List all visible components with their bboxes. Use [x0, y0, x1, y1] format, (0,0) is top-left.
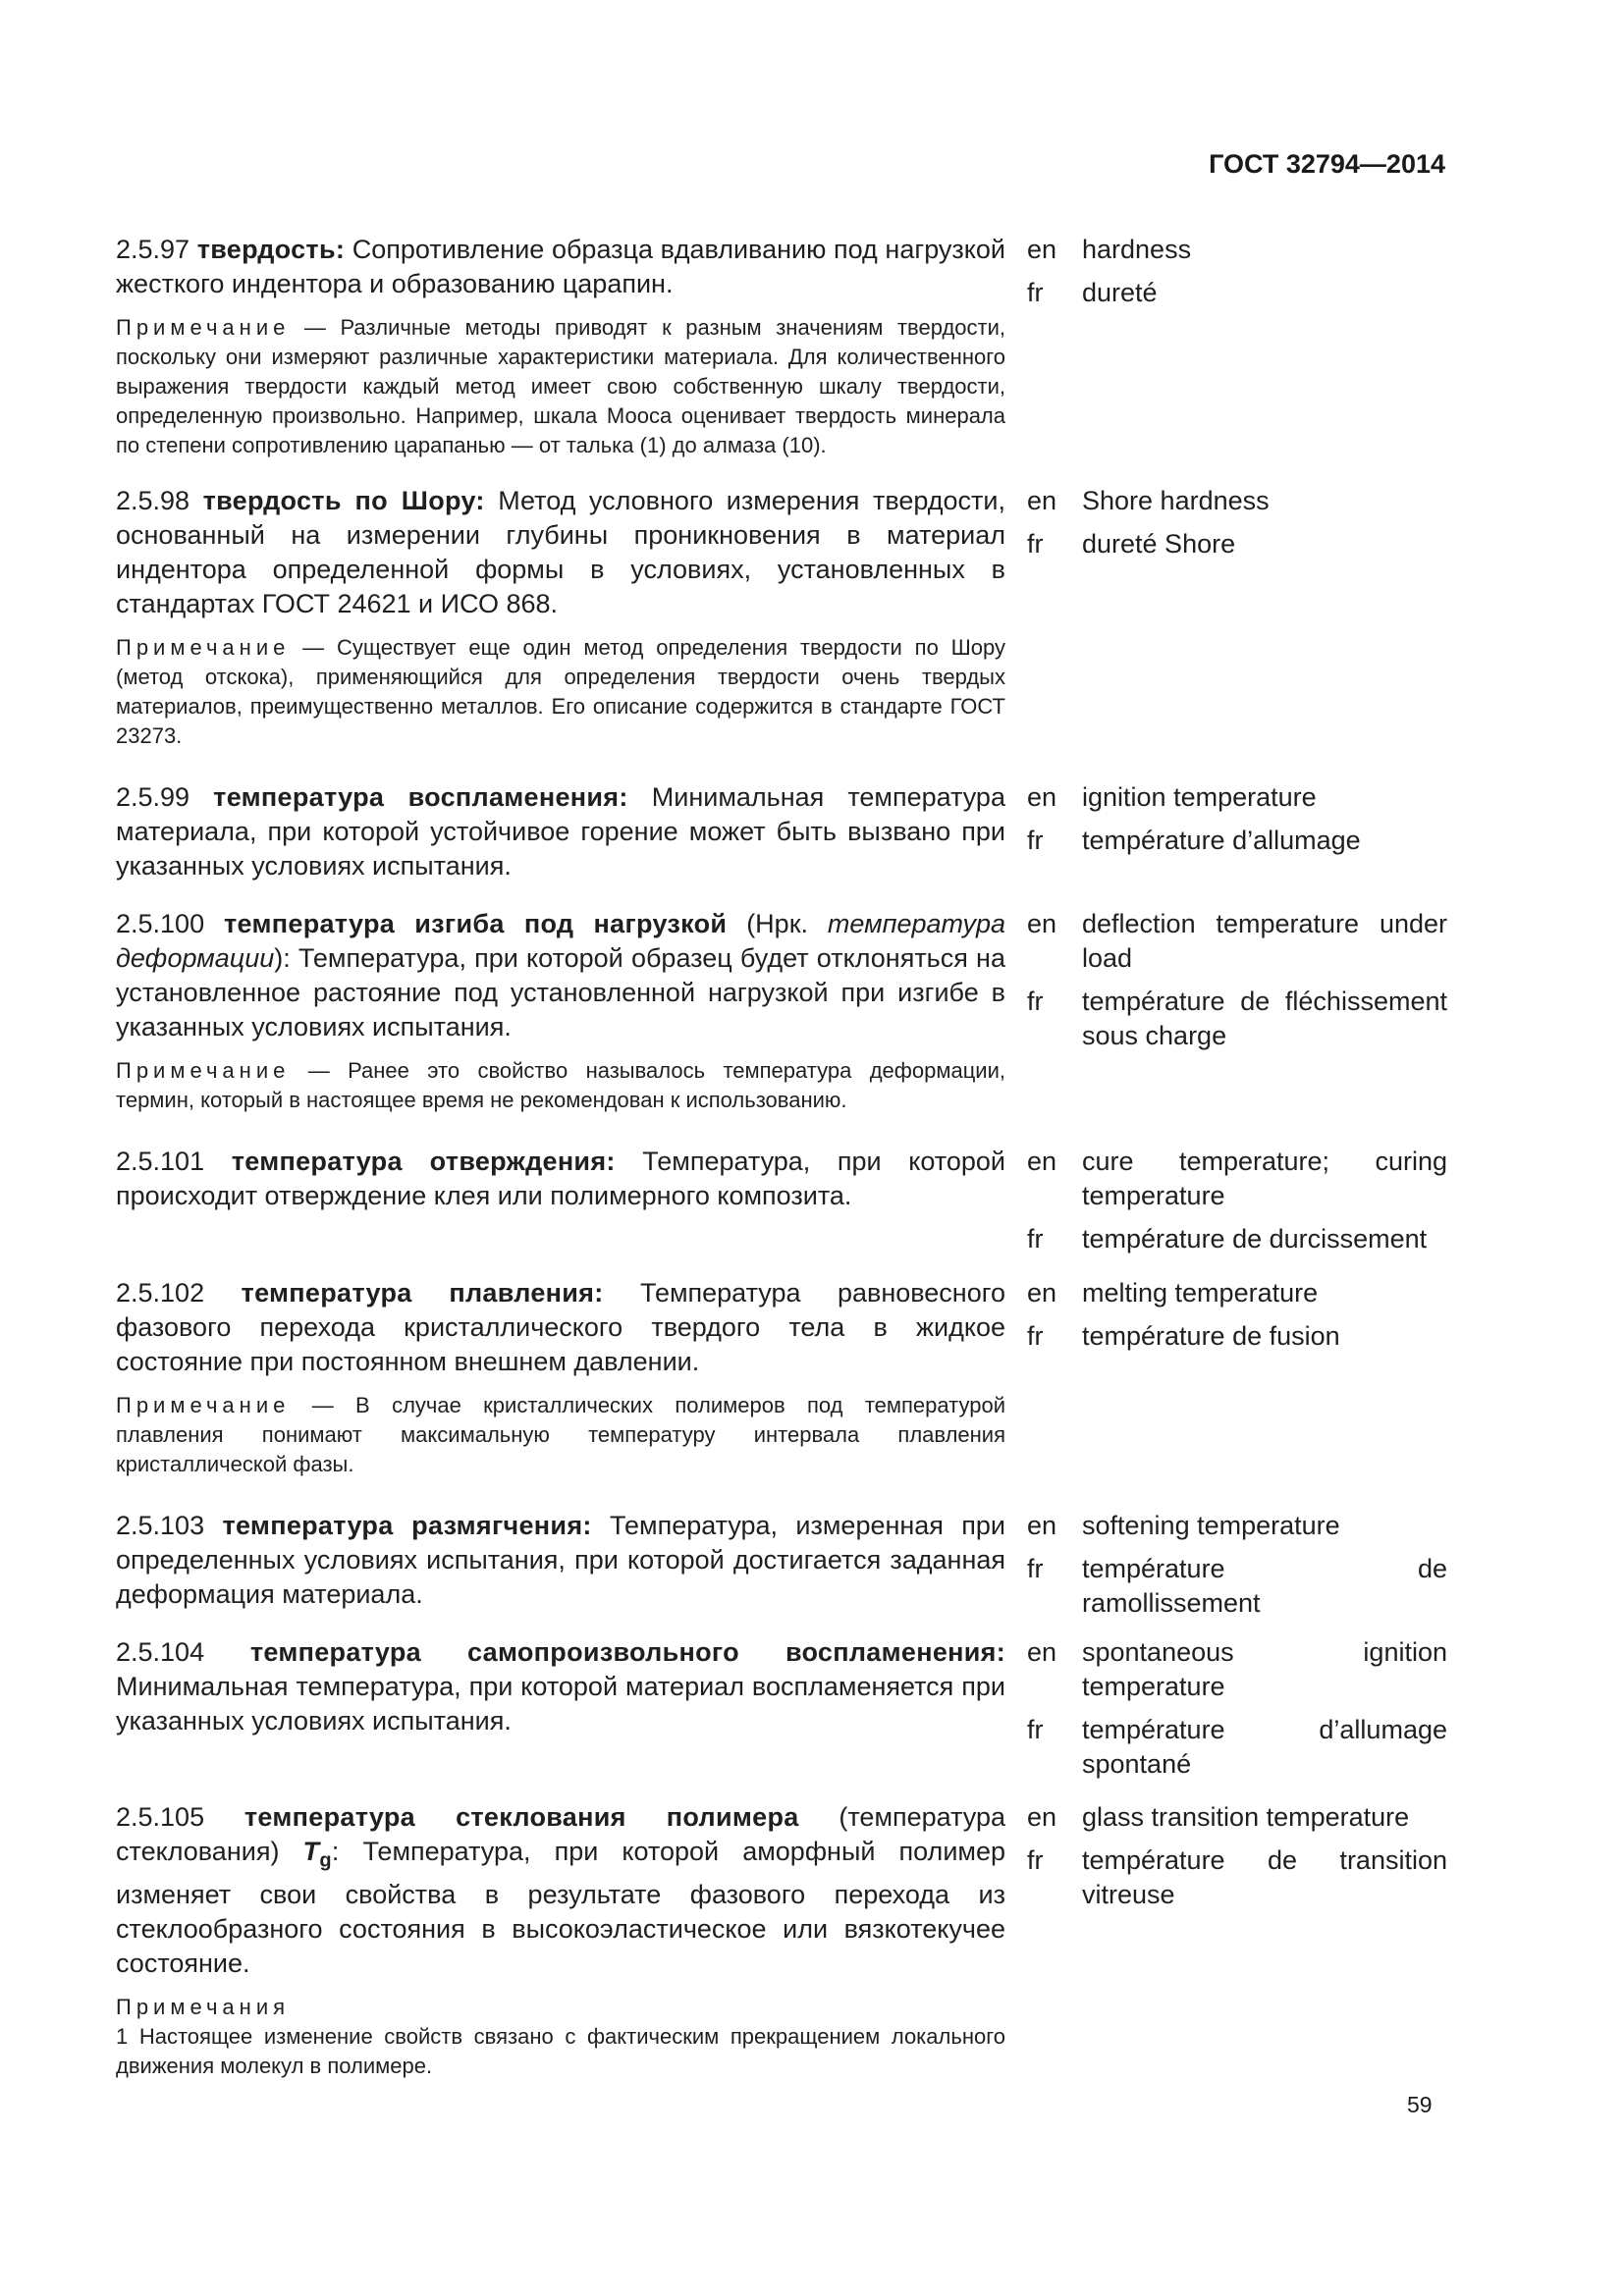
lang-label-fr: fr [1027, 1845, 1044, 1875]
term-fr: température de transition vitreuse [1082, 1845, 1447, 1909]
definition-text: ): Температура, при которой образец будет отклоняться на установленное растояние под установленной нагрузкой при изгибе в указанных условиях испытания. [116, 943, 1005, 1041]
term-fr: dureté [1082, 278, 1158, 307]
definition-2-5-99 [116, 780, 1005, 883]
term-en: ignition temperature [1082, 782, 1317, 812]
term-number: 2.5.99 [116, 782, 190, 812]
definition-text: Температура равновесного фазового перехода кристаллического твердого тела в жидкое состояние при постоянном внешнем давлении. [116, 1278, 1005, 1376]
definition-text: Минимальная температура, при которой материал воспламеняется при указанных условиях испытания. [116, 1672, 1005, 1735]
definition-text: : Температура, при которой аморфный полимер изменяет свои свойства в результате фазового перехода из стеклообразного состояния в высокоэластическое или вязкотекучее состояние. [116, 1837, 1005, 1979]
note-label: Примечание [116, 315, 291, 340]
term-title: температура стеклования полимера [244, 1802, 799, 1832]
equivalent-en [1027, 1635, 1447, 1704]
term-en: deflection temperature under load [1082, 909, 1447, 973]
term-entry-2-5-102 [116, 1276, 1447, 1479]
equivalent-en [1027, 1800, 1447, 1835]
term-title: температура воспламенения: [213, 782, 628, 812]
equivalent-fr [1027, 1222, 1447, 1256]
term-number: 2.5.105 [116, 1802, 205, 1832]
term-fr: température de durcissement [1082, 1224, 1428, 1254]
term-fr: température d’allumage spontané [1082, 1715, 1447, 1779]
note-item-1: 1 Настоящее изменение свойств связано с фактическим прекращением локального движения молекул в полимере. [116, 2024, 1005, 2079]
note-2-5-102 [116, 1391, 1005, 1479]
term-en: spontaneous ignition temperature [1082, 1637, 1447, 1701]
equivalents-2-5-100 [1027, 907, 1447, 1062]
lang-label-fr: fr [1027, 1715, 1044, 1744]
equivalent-en [1027, 907, 1447, 976]
note-text: — Существует еще один метод определения твердости по Шору (метод отскока), применяющийся для определения твердости очень твердых материалов, преимущественно металлов. Его описание содержится в стандарте ГОСТ 23273. [116, 635, 1005, 748]
term-fr: température de fusion [1082, 1321, 1340, 1351]
definition-text: Метод условного измерения твердости, основанный на измерении глубины проникновения в материал индентора определенной формы в условиях, установленных в стандартах ГОСТ 24621 и ИСО 868. [116, 486, 1005, 618]
term-number: 2.5.103 [116, 1511, 205, 1540]
definition-text: Температура, при которой происходит отверждение клея или полимерного композита. [116, 1147, 1005, 1210]
equivalents-2-5-98 [1027, 484, 1447, 570]
term-en: hardness [1082, 235, 1192, 264]
term-fr: dureté Shore [1082, 529, 1236, 559]
term-number: 2.5.100 [116, 909, 205, 938]
equivalents-2-5-99 [1027, 780, 1447, 867]
definition-2-5-104 [116, 1635, 1005, 1738]
definition-2-5-101 [116, 1145, 1005, 1213]
term-en: Shore hardness [1082, 486, 1270, 515]
equivalent-en [1027, 233, 1447, 267]
term-number: 2.5.97 [116, 235, 190, 264]
equivalent-en [1027, 1509, 1447, 1543]
lang-label-en: en [1027, 909, 1057, 938]
definition-text: Температура, измеренная при определенных условиях испытания, при которой достигается заданная деформация материала. [116, 1511, 1005, 1609]
term-fr: température de fléchissement sous charge [1082, 987, 1447, 1050]
term-title: температура изгиба под нагрузкой [224, 909, 728, 938]
note-text: — Ранее это свойство называлось температура деформации, термин, который в настоящее время не рекомендован к использованию. [116, 1058, 1005, 1112]
equivalent-fr [1027, 985, 1447, 1053]
term-en: cure temperature; curing temperature [1082, 1147, 1447, 1210]
definition-text: Сопротивление образца вдавливанию под нагрузкой жесткого индентора и образованию царапин. [116, 235, 1005, 298]
doc-code: ГОСТ 32794—2014 [1209, 149, 1445, 179]
term-title: температура размягчения: [222, 1511, 592, 1540]
term-entry-2-5-97 [116, 233, 1447, 460]
lang-label-en: en [1027, 486, 1057, 515]
equivalents-2-5-105 [1027, 1800, 1447, 1921]
term-entry-2-5-100 [116, 907, 1447, 1115]
lang-label-fr: fr [1027, 987, 1044, 1016]
notes-title: Примечания [116, 1995, 291, 2020]
terms-list [116, 233, 1447, 2081]
term-en: softening temperature [1082, 1511, 1340, 1540]
equivalents-2-5-103 [1027, 1509, 1447, 1629]
note-2-5-98 [116, 633, 1005, 751]
equivalent-fr [1027, 527, 1447, 561]
note-label: Примечание [116, 1058, 291, 1083]
equivalent-fr [1027, 1713, 1447, 1782]
definition-2-5-105 [116, 1800, 1005, 1981]
term-en: glass transition temperature [1082, 1802, 1410, 1832]
note-text: — В случае кристаллических полимеров под температурой плавления понимают максимальную температуру интервала плавления кристаллической фазы. [116, 1393, 1005, 1476]
equivalent-fr [1027, 276, 1447, 310]
term-title: твердость по Шору: [202, 486, 485, 515]
term-entry-2-5-99 [116, 780, 1447, 883]
term-number: 2.5.104 [116, 1637, 205, 1667]
note-text: — Различные методы приводят к разным значениям твердости, поскольку они измеряют различные характеристики материала. Для количественного выражения твердости каждый метод имеет свою собственную шкалу твердости, определенную произвольно. Например, шкала Мооса оценивает твердость минерала по степени сопротивлению царапанью — от талька (1) до алмаза (10). [116, 315, 1005, 457]
equivalent-fr [1027, 1552, 1447, 1621]
note-label: Примечание [116, 1393, 291, 1417]
note-label: Примечание [116, 635, 291, 660]
equivalents-2-5-97 [1027, 233, 1447, 319]
equivalent-en [1027, 1276, 1447, 1310]
lang-label-fr: fr [1027, 278, 1044, 307]
equivalent-en [1027, 1145, 1447, 1213]
definition-text: Минимальная температура материала, при которой устойчивое горение может быть вызвано при указанных условиях испытания. [116, 782, 1005, 881]
term-number: 2.5.98 [116, 486, 190, 515]
lang-label-en: en [1027, 782, 1057, 812]
note-2-5-97 [116, 313, 1005, 460]
term-entry-2-5-101 [116, 1145, 1447, 1260]
definition-2-5-98 [116, 484, 1005, 621]
term-fr: température d’allumage [1082, 826, 1361, 855]
term-number: 2.5.102 [116, 1278, 205, 1308]
definition-2-5-103 [116, 1509, 1005, 1612]
lang-label-en: en [1027, 235, 1057, 264]
equivalent-fr [1027, 1319, 1447, 1354]
symbol-subscript: g [319, 1849, 332, 1872]
lang-label-fr: fr [1027, 1224, 1044, 1254]
term-title: температура отверждения: [231, 1147, 616, 1176]
lang-label-en: en [1027, 1147, 1057, 1176]
term-number: 2.5.101 [116, 1147, 205, 1176]
term-entry-2-5-105 [116, 1800, 1447, 2081]
term-entry-2-5-98 [116, 484, 1447, 751]
symbol: T [302, 1837, 320, 1866]
term-entry-2-5-103 [116, 1509, 1447, 1618]
equivalents-2-5-102 [1027, 1276, 1447, 1362]
definition-2-5-97 [116, 233, 1005, 301]
deprecated-term: температура деформации [116, 909, 1005, 973]
lang-label-en: en [1027, 1802, 1057, 1832]
lang-label-fr: fr [1027, 826, 1044, 855]
equivalent-fr [1027, 824, 1447, 858]
equivalent-fr [1027, 1843, 1447, 1912]
definition-2-5-102 [116, 1276, 1005, 1379]
lang-label-fr: fr [1027, 529, 1044, 559]
lang-label-en: en [1027, 1278, 1057, 1308]
lang-label-fr: fr [1027, 1554, 1044, 1583]
lang-label-fr: fr [1027, 1321, 1044, 1351]
equivalents-2-5-101 [1027, 1145, 1447, 1265]
term-fr: température de ramollissement [1082, 1554, 1447, 1618]
equivalents-2-5-104 [1027, 1635, 1447, 1790]
term-entry-2-5-104 [116, 1635, 1447, 1789]
lang-label-en: en [1027, 1511, 1057, 1540]
note-2-5-100 [116, 1056, 1005, 1115]
term-title: температура плавления: [241, 1278, 604, 1308]
definition-prefix: (температура стеклования) [116, 1802, 1005, 1866]
equivalent-en [1027, 780, 1447, 815]
term-title: твердость: [196, 235, 346, 264]
page-number: 59 [1407, 2092, 1433, 2117]
lang-label-en: en [1027, 1637, 1057, 1667]
term-en: melting temperature [1082, 1278, 1319, 1308]
definition-prefix: (Нрк. [727, 909, 828, 938]
definition-2-5-100 [116, 907, 1005, 1044]
term-title: температура самопроизвольного воспламенения: [249, 1637, 1005, 1667]
equivalent-en [1027, 484, 1447, 518]
